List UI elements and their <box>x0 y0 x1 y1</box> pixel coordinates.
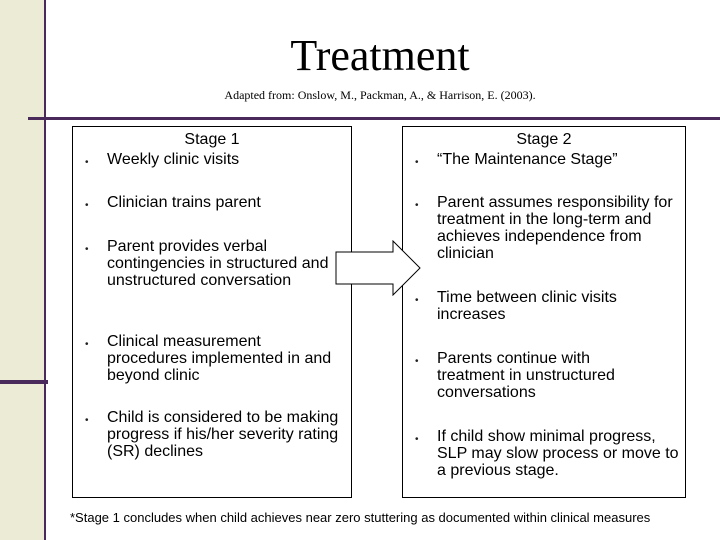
decorative-vertical-line <box>44 0 46 540</box>
bullet-icon: • <box>415 434 419 445</box>
bullet-icon: • <box>415 356 419 367</box>
bullet-icon: • <box>415 157 419 168</box>
stage-1-heading: Stage 1 <box>184 131 240 148</box>
slide-title: Treatment <box>290 31 470 80</box>
bullet-icon: • <box>85 244 89 255</box>
stage-1-box: Stage 1 • Weekly clinic visits • Clinician trains parent • Parent provides verbal contingencies in structured and unstructured conversation • Clinical measurement procedures implemented in and beyond clinic • Child is considered to be making progress if his/her severity rating (SR) declines <box>72 126 352 498</box>
bullet-icon: • <box>85 157 89 168</box>
bullet-icon: • <box>85 200 89 211</box>
stage-2-heading: Stage 2 <box>516 131 572 148</box>
bullet-icon: • <box>415 295 419 306</box>
right-arrow-icon <box>335 240 421 296</box>
citation: Adapted from: Onslow, M., Packman, A., & Harrison, E. (2003). <box>224 88 536 102</box>
stage-2-box: Stage 2 • “The Maintenance Stage” • Parent assumes responsibility for treatment in the long-term and achieves independence from clinician • Time between clinic visits increases • Parents continue with treatment in unstructured conversations • If child show minimal progress, SLP may slow process or move to a previous stage. <box>402 126 686 498</box>
bullet-icon: • <box>415 200 419 211</box>
bullet-icon: • <box>85 339 89 350</box>
decorative-band <box>0 0 44 540</box>
decorative-accent-bar <box>0 380 48 384</box>
bullet-icon: • <box>85 415 89 426</box>
footnote: *Stage 1 concludes when child achieves near zero stuttering as documented within clinical measures <box>70 510 651 525</box>
title-divider <box>28 117 720 120</box>
